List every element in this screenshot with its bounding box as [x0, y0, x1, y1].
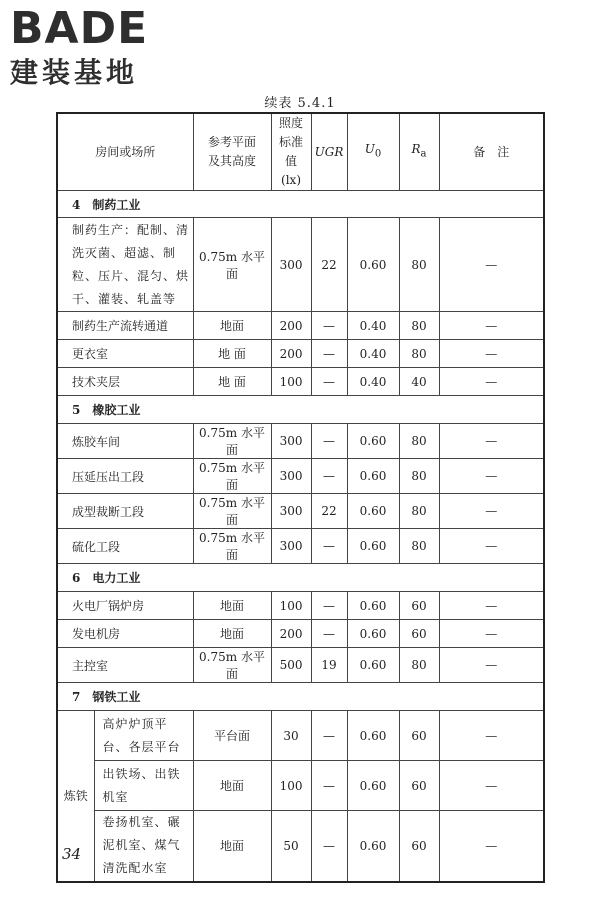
ra-cell: 60 [399, 592, 439, 620]
table-row [57, 494, 544, 529]
table-caption: 续表 5.4.1 [264, 96, 336, 111]
section-row [57, 683, 544, 711]
logo-subtitle: 建装基地 [10, 56, 139, 89]
room-name: 主控室 [57, 648, 193, 683]
u0-cell: 0.60 [347, 620, 399, 648]
group-label: 炼铁 [57, 711, 94, 882]
table-row [57, 811, 544, 882]
table-row [57, 424, 544, 459]
ugr-cell: — [311, 424, 347, 459]
plane-cell: 地面 [193, 761, 271, 811]
note-cell: — [439, 811, 544, 882]
note-cell: — [439, 711, 544, 761]
ra-cell: 60 [399, 711, 439, 761]
u0-cell: 0.60 [347, 424, 399, 459]
ugr-cell: — [311, 340, 347, 368]
note-cell: — [439, 494, 544, 529]
lux-cell: 50 [271, 811, 311, 882]
lux-cell: 300 [271, 459, 311, 494]
note-cell: — [439, 340, 544, 368]
u0-cell: 0.60 [347, 494, 399, 529]
lux-cell: 300 [271, 424, 311, 459]
lux-cell: 30 [271, 711, 311, 761]
table-row [57, 620, 544, 648]
table-row [57, 592, 544, 620]
u0-cell: 0.60 [347, 592, 399, 620]
section-title: 6 电力工业 [57, 564, 544, 592]
ugr-cell: — [311, 592, 347, 620]
plane-cell: 0.75m 水平面 [193, 459, 271, 494]
ugr-cell: 19 [311, 648, 347, 683]
u0-cell: 0.60 [347, 711, 399, 761]
room-name: 发电机房 [57, 620, 193, 648]
ra-cell: 80 [399, 424, 439, 459]
page-number: 34 [62, 845, 82, 863]
table-row [57, 761, 544, 811]
ugr-cell: — [311, 368, 347, 396]
header-row [57, 113, 544, 191]
header-u0: $U_0$ [347, 113, 399, 191]
lux-cell: 200 [271, 340, 311, 368]
ra-cell: 80 [399, 312, 439, 340]
room-name: 炼胶车间 [57, 424, 193, 459]
ugr-cell: — [311, 620, 347, 648]
section-title: 7 钢铁工业 [57, 683, 544, 711]
lux-cell: 100 [271, 761, 311, 811]
ugr-cell: — [311, 459, 347, 494]
bade-logo [10, 3, 180, 90]
u0-cell: 0.60 [347, 218, 399, 312]
u0-cell: 0.40 [347, 340, 399, 368]
room-name: 更衣室 [57, 340, 193, 368]
lux-cell: 200 [271, 312, 311, 340]
ugr-cell: — [311, 711, 347, 761]
section-row [57, 564, 544, 592]
ugr-cell: 22 [311, 494, 347, 529]
plane-cell: 地 面 [193, 368, 271, 396]
header-plane: 参考平面 及其高度 [193, 113, 271, 191]
section-row [57, 396, 544, 424]
plane-cell: 平台面 [193, 711, 271, 761]
room-name: 出铁场、出铁机室 [94, 761, 193, 811]
ra-cell: 80 [399, 340, 439, 368]
room-name: 高炉炉顶平台、各层平台 [94, 711, 193, 761]
room-name: 技术夹层 [57, 368, 193, 396]
ugr-cell: — [311, 761, 347, 811]
note-cell: — [439, 218, 544, 312]
plane-cell: 0.75m 水平面 [193, 529, 271, 564]
plane-cell: 0.75m 水平面 [193, 648, 271, 683]
u0-cell: 0.40 [347, 368, 399, 396]
ra-cell: 80 [399, 218, 439, 312]
ra-cell: 80 [399, 529, 439, 564]
ugr-cell: — [311, 811, 347, 882]
u0-cell: 0.60 [347, 648, 399, 683]
lux-cell: 100 [271, 368, 311, 396]
ra-cell: 60 [399, 620, 439, 648]
table-row [57, 368, 544, 396]
ra-cell: 80 [399, 459, 439, 494]
logo-wordmark: BADE [10, 3, 149, 54]
lux-cell: 300 [271, 529, 311, 564]
ra-cell: 80 [399, 494, 439, 529]
table-row [57, 529, 544, 564]
plane-cell: 地 面 [193, 340, 271, 368]
plane-cell: 0.75m 水平面 [193, 218, 271, 312]
note-cell: — [439, 648, 544, 683]
ra-cell: 40 [399, 368, 439, 396]
header-ugr: UGR [311, 113, 347, 191]
lux-cell: 100 [271, 592, 311, 620]
ra-cell: 80 [399, 648, 439, 683]
lux-cell: 300 [271, 494, 311, 529]
room-name: 硫化工段 [57, 529, 193, 564]
section-title: 5 橡胶工业 [57, 396, 544, 424]
u0-cell: 0.60 [347, 811, 399, 882]
ugr-cell: 22 [311, 218, 347, 312]
header-lux: 照度 标准值 (lx) [271, 113, 311, 191]
header-note: 备 注 [439, 113, 544, 191]
header-room: 房间或场所 [57, 113, 193, 191]
ra-cell: 60 [399, 761, 439, 811]
ugr-cell: — [311, 529, 347, 564]
illuminance-table [56, 112, 545, 883]
header-ra: $R_a$ [399, 113, 439, 191]
lux-cell: 500 [271, 648, 311, 683]
lux-cell: 200 [271, 620, 311, 648]
room-name: 压延压出工段 [57, 459, 193, 494]
note-cell: — [439, 424, 544, 459]
note-cell: — [439, 761, 544, 811]
ra-cell: 60 [399, 811, 439, 882]
table-row [57, 218, 544, 312]
room-name: 制药生产：配制、清洗灭菌、超滤、制粒、压片、混匀、烘干、灌装、轧盖等 [57, 218, 193, 312]
note-cell: — [439, 620, 544, 648]
note-cell: — [439, 592, 544, 620]
table-row [57, 459, 544, 494]
u0-cell: 0.40 [347, 312, 399, 340]
plane-cell: 0.75m 水平面 [193, 494, 271, 529]
u0-cell: 0.60 [347, 459, 399, 494]
u0-cell: 0.60 [347, 761, 399, 811]
table-row [57, 711, 544, 761]
section-title: 4 制药工业 [57, 191, 544, 218]
table-row [57, 340, 544, 368]
room-name: 卷扬机室、碾泥机室、煤气清洗配水室 [94, 811, 193, 882]
plane-cell: 地面 [193, 592, 271, 620]
plane-cell: 地面 [193, 811, 271, 882]
table-row [57, 312, 544, 340]
plane-cell: 0.75m 水平面 [193, 424, 271, 459]
plane-cell: 地面 [193, 312, 271, 340]
room-name: 火电厂锅炉房 [57, 592, 193, 620]
plane-cell: 地面 [193, 620, 271, 648]
note-cell: — [439, 529, 544, 564]
u0-cell: 0.60 [347, 529, 399, 564]
note-cell: — [439, 459, 544, 494]
lux-cell: 300 [271, 218, 311, 312]
room-name: 制药生产流转通道 [57, 312, 193, 340]
section-row [57, 191, 544, 218]
note-cell: — [439, 368, 544, 396]
table-row [57, 648, 544, 683]
room-name: 成型裁断工段 [57, 494, 193, 529]
ugr-cell: — [311, 312, 347, 340]
note-cell: — [439, 312, 544, 340]
